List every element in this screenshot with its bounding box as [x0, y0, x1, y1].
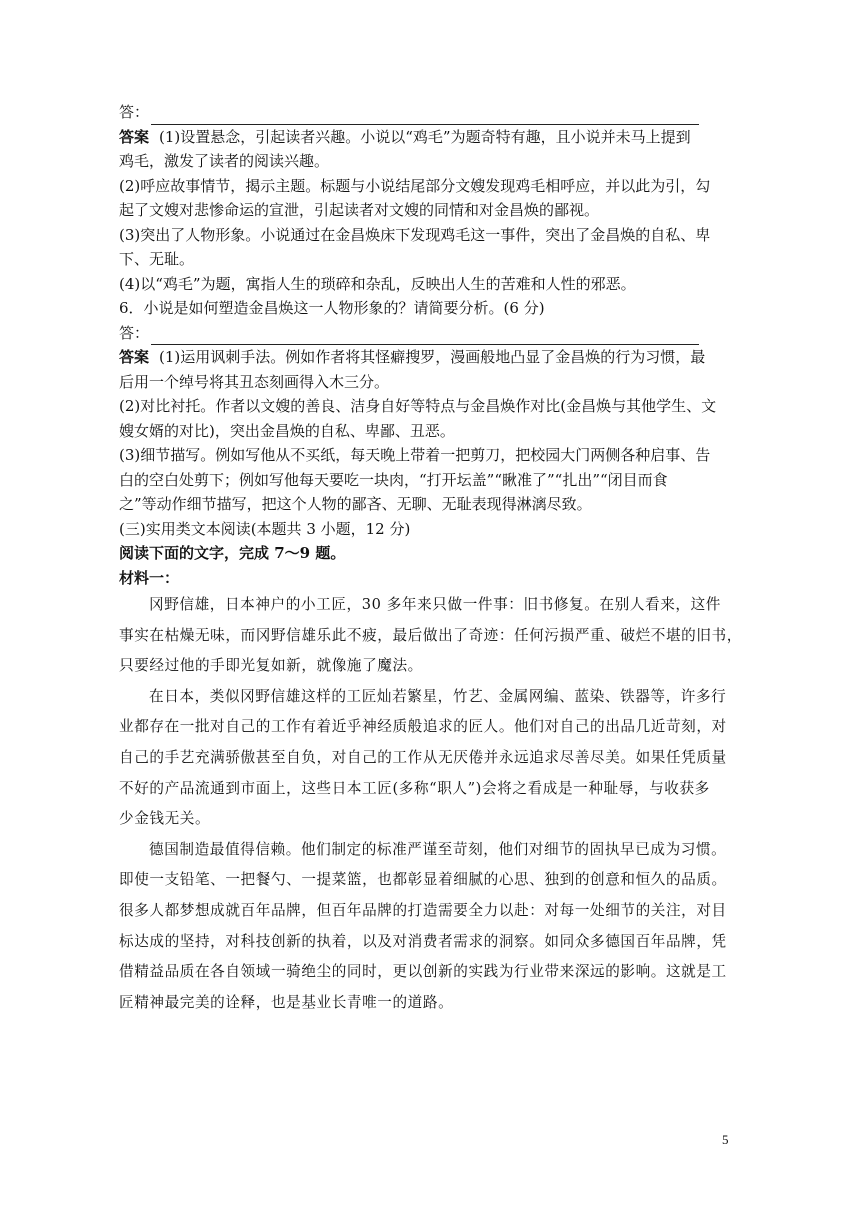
material-label: 材料一： — [119, 568, 180, 587]
q5-answer-line-6: 下、无耻。 — [119, 250, 195, 268]
q5-answer-line-5: (3)突出了人物形象。小说通过在金昌焕床下发现鸡毛这一事件，突出了金昌焕的自私、卑 — [119, 225, 711, 244]
q6-answer-line-2: 后用一个绰号将其丑态刻画得入木三分。 — [119, 372, 390, 391]
q5-answer-line-1: 答案 (1)设置悬念，引起读者兴趣。小说以“鸡毛”为题奇特有趣，且小说并未马上提到 — [119, 127, 691, 146]
section-heading: (三)实用类文本阅读(本题共 3 小题，12 分) — [119, 519, 411, 538]
material-paragraph-line: 业都存在一批对自己的工作有着近乎神经质般追求的匠人。他们对自己的出品几近苛刻，对 — [119, 718, 727, 736]
q5-answer-line-3: (2)呼应故事情节，揭示主题。标题与小说结尾部分文嫂发现鸡毛相呼应，并以此为引，勾 — [119, 176, 711, 195]
q5-answer-line — [119, 100, 731, 125]
material-paragraph-line: 即使一支铅笔、一把餐勺、一提菜篮，也都彰显着细腻的心思、独到的创意和恒久的品质。 — [119, 871, 727, 889]
q5-answer-line-2: 鸡毛，激发了读者的阅读兴趣。 — [119, 152, 330, 170]
q5-answer-line-4: 起了文嫂对悲惨命运的宣泄，引起读者对文嫂的同情和对金昌焕的鄙视。 — [119, 201, 600, 219]
section-instruction: 阅读下面的文字，完成 7～9 题。 — [119, 544, 346, 562]
q5-answer-prompt: 答： — [119, 103, 150, 121]
q6-answer-label: 答案 — [119, 348, 150, 366]
q6-answer-line-1: 答案 (1)运用讽刺手法。例如作者将其怪癖搜罗，漫画般地凸显了金昌焕的行为习惯，最 — [119, 348, 706, 366]
q5-answer-label: 答案 — [119, 127, 150, 146]
q6-answer-line-6: 白的空白处剪下；例如写他每天要吃一块肉，“打开坛盖”“瞅准了”“扎出”“闭目而食 — [119, 470, 668, 489]
q6-answer-line-7: 之”等动作细节描写，把这个人物的鄙吝、无聊、无耻表现得淋漓尽致。 — [119, 495, 592, 513]
q6-answer-blank[interactable] — [151, 330, 699, 345]
material-paragraph-line: 自己的手艺充满骄傲甚至自负，对自己的工作从无厌倦并永远追求尽善尽美。如果任凭质量 — [119, 748, 727, 766]
q6-answer-line-4: 嫂女婿的对比)，突出金昌焕的自私、卑鄙、丑恶。 — [119, 421, 455, 440]
material-paragraph-line: 标达成的坚持，对科技创新的执着，以及对消费者需求的洞察。如同众多德国百年品牌，凭 — [119, 932, 727, 950]
q5-answer-blank[interactable] — [151, 110, 699, 125]
page-number: 5 — [722, 1132, 729, 1147]
material-paragraph-line: 借精益品质在各自领域一骑绝尘的同时，更以创新的实践为行业带来深远的影响。这就是工 — [119, 963, 727, 981]
material-paragraph-line: 很多人都梦想成就百年品牌，但百年品牌的打造需要全力以赴：对每一处细节的关注，对目 — [119, 901, 727, 919]
material-paragraph-line: 在日本，类似冈野信雄这样的工匠灿若繁星，竹艺、金属网编、蓝染、铁器等，许多行 — [149, 687, 727, 705]
material-paragraph-line: 事实在枯燥无味，而冈野信雄乐此不疲，最后做出了奇迹：任何污损严重、破烂不堪的旧书， — [119, 626, 742, 644]
q6-question: 6．小说是如何塑造金昌焕这一人物形象的？请简要分析。(6 分) — [119, 299, 545, 317]
q5-answer-line-7: (4)以“鸡毛”为题，寓指人生的琐碎和杂乱，反映出人生的苦难和人性的邪恶。 — [119, 274, 636, 293]
material-paragraph-line: 冈野信雄，日本神户的小工匠，30 多年来只做一件事：旧书修复。在别人看来，这件 — [149, 596, 721, 613]
q6-answer-line-3: (2)对比衬托。作者以文嫂的善良、洁身自好等特点与金昌焕作对比(金昌焕与其他学生、文 — [119, 397, 717, 415]
material-paragraph-line: 只要经过他的手即光复如新，就像施了魔法。 — [119, 657, 423, 675]
material-paragraph-line: 少金钱无关。 — [119, 810, 211, 828]
page-content — [119, 100, 742, 1018]
material-paragraph-line: 德国制造最值得信赖。他们制定的标准严谨至苛刻，他们对细节的固执早已成为习惯。 — [149, 840, 727, 858]
material-paragraph-line: 匠精神最完美的诠释，也是基业长青唯一的道路。 — [119, 993, 454, 1011]
q6-answer-prompt: 答： — [119, 323, 150, 342]
q6-answer-line — [119, 321, 731, 346]
material-paragraph-line: 不好的产品流通到市面上，这些日本工匠(多称“职人”)会将之看成是一种耻辱，与收获多 — [119, 779, 710, 797]
q6-answer-line-5: (3)细节描写。例如写他从不买纸，每天晚上带着一把剪刀，把校园大门两侧各种启事、告 — [119, 446, 711, 464]
